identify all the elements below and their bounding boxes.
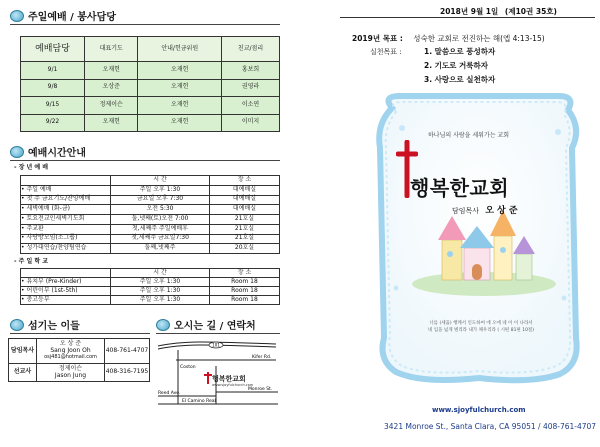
staff-role: 담임목사 <box>9 339 37 364</box>
table-cell: 둘,넷째(토)오전 7:00 <box>111 215 210 225</box>
table-cell: • 첫 주 금요기도/찬양예배 <box>21 195 111 205</box>
table-header-row <box>21 269 280 278</box>
table-row <box>21 79 280 96</box>
table-cell: 권영라 <box>222 79 280 96</box>
table-cell: 21호실 <box>210 224 280 234</box>
table-cell: 21호실 <box>210 215 280 225</box>
street-label: Reed Ave. <box>158 391 181 396</box>
table-cell: 대예배실 <box>210 185 280 195</box>
col-header: 시 간 <box>111 176 210 186</box>
table-row <box>21 224 280 234</box>
divider <box>10 160 280 161</box>
table-cell: Room 18 <box>210 278 280 287</box>
worship-times-heading <box>10 144 86 159</box>
bullet-icon <box>10 10 24 22</box>
table-cell: 이미지 <box>222 114 280 131</box>
service-duty-table <box>20 36 280 132</box>
table-cell: • 어린이부 (1st-5th) <box>21 287 111 296</box>
bullet-icon <box>156 319 170 331</box>
sunday-school-label: - 주 일 학 교 <box>14 258 49 265</box>
table-row <box>21 215 280 225</box>
table-cell: 첫,세째주 금요일7:30 <box>111 234 210 244</box>
col-header: 시 간 <box>111 269 210 278</box>
practice-item: 1. 말씀으로 풍성하자 <box>424 47 496 56</box>
staff-table <box>8 338 150 382</box>
divider <box>340 17 595 18</box>
table-cell: 오재헌 <box>85 114 138 131</box>
table-cell: 21호실 <box>210 234 280 244</box>
service-duty-title: 주일예배 / 봉사담당 <box>28 12 116 23</box>
table-row <box>21 195 280 205</box>
col-header: 장 소 <box>210 269 280 278</box>
table-cell: 이소연 <box>222 97 280 114</box>
staff-title: 섬기는 이들 <box>28 321 80 332</box>
table-cell: • 유치부 (Pre-Kinder) <box>21 278 111 287</box>
table-cell: • 중고등부 <box>21 296 111 305</box>
practice-list <box>424 45 495 87</box>
table-cell: 9/22 <box>21 114 85 131</box>
table-header-row <box>21 37 280 62</box>
staff-phone: 408-316-7195 <box>105 364 150 382</box>
table-cell: 9/1 <box>21 62 85 79</box>
welcome-line: 네 입을 넓게 벌리라 내가 채우리라 ( 시편 81편 10절) <box>427 328 535 334</box>
bulletin-date: 2018년 9월 1일 <box>440 7 499 16</box>
service-duty-heading <box>10 8 116 23</box>
table-cell: 오재헌 <box>85 62 138 79</box>
staff-phone: 408-761-4707 <box>105 339 150 364</box>
bulletin-issue: (제10권 35호) <box>504 7 557 16</box>
bullet-icon <box>10 146 24 158</box>
divider <box>10 24 280 25</box>
table-cell: 주일 오후 1:30 <box>111 185 210 195</box>
table-cell: 주일 오후 1:30 <box>111 287 210 296</box>
table-row <box>21 205 280 215</box>
practice-item: 3. 사랑으로 실천하자 <box>424 75 496 84</box>
directions-map <box>156 336 280 408</box>
table-row <box>21 234 280 244</box>
table-row <box>9 364 150 382</box>
church-slogan: 하나님의 사람을 세워가는 교회 <box>428 132 510 139</box>
table-cell: 대예배실 <box>210 205 280 215</box>
street-label: Coston <box>180 365 196 370</box>
map-church-url: www.sjoyfulchurch.com <box>212 383 254 387</box>
goal-text: 성숙한 교회로 전진하는 해(엡 4:13-15) <box>413 34 545 43</box>
table-cell: 20호실 <box>210 244 280 254</box>
table-row <box>21 62 280 79</box>
staff-english-name: Jason Jung <box>54 371 87 379</box>
practice-item: 2. 기도로 거룩하자 <box>424 61 489 70</box>
directions-heading <box>156 317 256 332</box>
table-cell: 오전 5:30 <box>111 205 210 215</box>
church-website-link[interactable]: www.sjoyfulchurch.com <box>432 406 526 414</box>
table-cell: 오상준 <box>85 79 138 96</box>
table-row <box>21 185 280 195</box>
table-cell: • 주교환 <box>21 224 111 234</box>
staff-english-name: Sang Joon Oh <box>50 347 91 355</box>
table-row <box>21 244 280 254</box>
divider <box>10 333 150 334</box>
adult-worship-table <box>20 175 280 254</box>
practice-label: 실천목표 : <box>370 48 402 56</box>
col-header: 안내/헌금위원 <box>138 37 222 62</box>
staff-name-cell <box>37 364 105 382</box>
church-name: 행복한교회 <box>410 176 510 200</box>
worship-times-title: 예배시간안내 <box>28 148 86 159</box>
divider <box>156 333 280 334</box>
col-header: 예배담당 <box>21 37 85 62</box>
staff-name-cell <box>37 339 105 364</box>
table-cell: 오재헌 <box>138 79 222 96</box>
table-cell: 홍보희 <box>222 62 280 79</box>
table-row <box>21 278 280 287</box>
table-cell: 첫,세째주 주일예배후 <box>111 224 210 234</box>
table-cell: 주일 오후 1:30 <box>111 296 210 305</box>
map-church-name: 행복한교회 <box>212 375 246 383</box>
table-cell: 9/8 <box>21 79 85 96</box>
table-cell: 오재헌 <box>138 114 222 131</box>
welcome-line: 너를 (세움) 행케서 인도하여 에 오에 네 이 이 나라서 <box>429 321 533 326</box>
table-cell: • 새벽예배 (화-금) <box>21 205 111 215</box>
table-cell: 주일 오후 1:30 <box>111 278 210 287</box>
table-cell: 대예배실 <box>210 195 280 205</box>
table-cell: • 사랑방모임(소그룹) <box>21 234 111 244</box>
col-header: 장 소 <box>210 176 280 186</box>
staff-role: 선교사 <box>9 364 37 382</box>
street-label: El Camino Real <box>182 399 216 404</box>
staff-name: 오 상 준 <box>59 340 82 348</box>
pastor-label: 담임목사 <box>452 207 480 215</box>
directions-title: 오시는 길 / 연락처 <box>174 321 256 332</box>
table-row <box>9 339 150 364</box>
table-row <box>21 296 280 305</box>
staff-name: 정제이슨 <box>58 364 83 372</box>
table-cell: 금요일 오후 7:30 <box>111 195 210 205</box>
table-cell: Room 18 <box>210 296 280 305</box>
table-row <box>21 114 280 131</box>
table-cell: 오재헌 <box>138 97 222 114</box>
pastor-line <box>452 203 518 216</box>
street-label: Monroe St. <box>248 387 273 392</box>
col-header: 친교/점리 <box>222 37 280 62</box>
bulletin-date-line <box>440 6 557 17</box>
table-cell: • 토요전교인새벽기도회 <box>21 215 111 225</box>
goal-line <box>352 33 545 44</box>
staff-email: osj481@hotmail.com <box>44 354 97 361</box>
table-header-row <box>21 176 280 186</box>
church-address: 3421 Monroe St., Santa Clara, CA 95051 / 408-761-4707 <box>384 422 597 431</box>
staff-heading <box>10 317 80 332</box>
table-cell: 오재헌 <box>138 62 222 79</box>
goal-label: 2019년 목표 : <box>352 34 403 43</box>
table-row <box>21 287 280 296</box>
street-label: Kifer Rd. <box>252 355 272 360</box>
table-cell: • 성가대연습/찬양팀연습 <box>21 244 111 254</box>
sunday-school-table <box>20 268 280 305</box>
welcome-text <box>398 320 564 334</box>
table-cell: 9/15 <box>21 97 85 114</box>
street-label: 101 <box>212 342 220 348</box>
adult-worship-label: - 장 년 예 배 <box>14 164 49 171</box>
col-header <box>21 269 111 278</box>
col-header <box>21 176 111 186</box>
bullet-icon <box>10 319 24 331</box>
table-cell: 정제이슨 <box>85 97 138 114</box>
col-header: 대표기도 <box>85 37 138 62</box>
table-row <box>21 97 280 114</box>
table-cell: Room 18 <box>210 287 280 296</box>
pastor-name: 오 상 준 <box>485 206 518 216</box>
table-cell: • 주일 예배 <box>21 185 111 195</box>
table-cell: 둘째,넷째주 <box>111 244 210 254</box>
